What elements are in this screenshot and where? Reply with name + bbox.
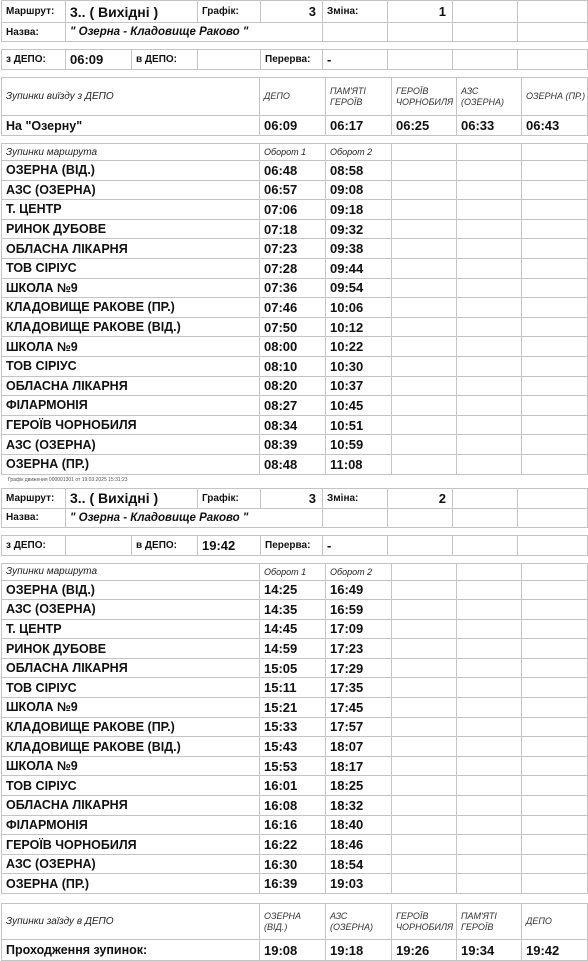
empty-cell <box>457 835 522 855</box>
name-label: Назва: <box>2 23 66 42</box>
empty-cell <box>392 815 457 835</box>
empty-cell <box>392 376 457 396</box>
empty-cell <box>392 161 457 181</box>
turn-2-time: 09:08 <box>326 180 392 200</box>
name-label: Назва: <box>2 508 66 527</box>
return-col-3: ГЕРОЇВ ЧОРНОБИЛЯ <box>392 904 457 940</box>
schedule-label: Графік: <box>198 488 261 508</box>
from-depot-label: з ДЕПО: <box>2 50 66 70</box>
stop-row <box>2 737 588 757</box>
turn-2-header: Оборот 2 <box>326 144 392 161</box>
stop-row <box>2 815 588 835</box>
return-time-5: 19:42 <box>522 940 588 961</box>
to-depot-time <box>198 50 261 70</box>
turn-2-time: 18:46 <box>326 835 392 855</box>
stop-name: КЛАДОВИЩЕ РАКОВЕ (ВІД.) <box>2 737 260 757</box>
empty-cell <box>522 756 588 776</box>
empty-cell <box>522 737 588 757</box>
turn-1-time: 08:48 <box>260 454 326 474</box>
empty-cell <box>457 239 522 259</box>
stop-row <box>2 874 588 894</box>
turn-2-header: Оборот 2 <box>326 563 392 580</box>
shift-label: Зміна: <box>323 1 388 23</box>
turn-2-time: 09:32 <box>326 219 392 239</box>
stop-row <box>2 678 588 698</box>
return-time-1: 19:08 <box>260 940 326 961</box>
break-value: - <box>323 50 388 70</box>
empty-cell <box>522 815 588 835</box>
turn-1-time: 14:35 <box>260 600 326 620</box>
turn-1-time: 15:11 <box>260 678 326 698</box>
turn-2-time: 09:18 <box>326 200 392 220</box>
empty-cell <box>522 258 588 278</box>
empty-cell <box>457 396 522 416</box>
turn-2-time: 19:03 <box>326 874 392 894</box>
turn-2-time: 17:29 <box>326 658 392 678</box>
return-row-name: Проходження зупинок: <box>2 940 260 961</box>
schedule-value: 3 <box>261 488 323 508</box>
empty-cell <box>392 356 457 376</box>
exit-col-5: ОЗЕРНА (ПР.) <box>522 78 588 116</box>
stop-name: ГЕРОЇВ ЧОРНОБИЛЯ <box>2 415 260 435</box>
turn-1-time: 06:57 <box>260 180 326 200</box>
stop-row <box>2 435 588 455</box>
stop-name: ШКОЛА №9 <box>2 698 260 718</box>
turn-2-time: 10:37 <box>326 376 392 396</box>
empty-cell <box>522 835 588 855</box>
empty-cell <box>392 258 457 278</box>
stops-header: Зупинки маршрута <box>2 144 260 161</box>
stop-name: ОЗЕРНА (ВІД.) <box>2 161 260 181</box>
turn-2-time: 10:51 <box>326 415 392 435</box>
stop-name: ШКОЛА №9 <box>2 337 260 357</box>
empty-cell <box>457 454 522 474</box>
stop-name: АЗС (ОЗЕРНА) <box>2 435 260 455</box>
turn-2-time: 18:17 <box>326 756 392 776</box>
empty-cell <box>457 796 522 816</box>
shift-2-stop-rows <box>2 580 588 894</box>
empty-cell <box>392 796 457 816</box>
empty-cell <box>457 200 522 220</box>
empty-cell <box>392 454 457 474</box>
empty-cell <box>392 717 457 737</box>
exit-time-3: 06:25 <box>392 116 457 136</box>
exit-depot-table <box>1 77 588 136</box>
exit-col-4: АЗС (ОЗЕРНА) <box>457 78 522 116</box>
turn-1-time: 08:34 <box>260 415 326 435</box>
turn-1-time: 07:28 <box>260 258 326 278</box>
empty-cell <box>457 619 522 639</box>
stop-name: ФІЛАРМОНІЯ <box>2 815 260 835</box>
shift-2-header-table <box>1 488 588 528</box>
turn-1-time: 08:27 <box>260 396 326 416</box>
empty-cell <box>392 835 457 855</box>
stop-name: РИНОК ДУБОВЕ <box>2 219 260 239</box>
route-label: Маршрут: <box>2 1 66 23</box>
stop-row <box>2 161 588 181</box>
stop-row <box>2 796 588 816</box>
empty-cell <box>522 415 588 435</box>
empty-cell <box>392 337 457 357</box>
turn-2-time: 10:45 <box>326 396 392 416</box>
stop-name: КЛАДОВИЩЕ РАКОВЕ (ВІД.) <box>2 317 260 337</box>
empty-cell <box>457 337 522 357</box>
stop-name: ОЗЕРНА (ПР.) <box>2 454 260 474</box>
turn-2-time: 09:54 <box>326 278 392 298</box>
turn-2-time: 11:08 <box>326 454 392 474</box>
empty-cell <box>522 639 588 659</box>
stop-name: ОЗЕРНА (ПР.) <box>2 874 260 894</box>
empty-cell <box>522 854 588 874</box>
stop-row <box>2 454 588 474</box>
turn-2-time: 17:45 <box>326 698 392 718</box>
schedule-value: 3 <box>261 1 323 23</box>
turn-2-time: 09:44 <box>326 258 392 278</box>
turn-1-header: Оборот 1 <box>260 563 326 580</box>
stop-row <box>2 619 588 639</box>
empty-cell <box>457 415 522 435</box>
empty-cell <box>392 776 457 796</box>
turn-1-time: 15:21 <box>260 698 326 718</box>
turn-2-time: 17:57 <box>326 717 392 737</box>
return-col-4: ПАМ'ЯТІ ГЕРОЇВ <box>457 904 522 940</box>
from-depot-time <box>66 535 132 555</box>
return-time-3: 19:26 <box>392 940 457 961</box>
turn-1-header: Оборот 1 <box>260 144 326 161</box>
return-col-5: ДЕПО <box>522 904 588 940</box>
turn-1-time: 16:30 <box>260 854 326 874</box>
stop-name: АЗС (ОЗЕРНА) <box>2 600 260 620</box>
empty-cell <box>522 219 588 239</box>
empty-cell <box>392 639 457 659</box>
empty-cell <box>457 874 522 894</box>
turn-2-time: 17:23 <box>326 639 392 659</box>
exit-time-4: 06:33 <box>457 116 522 136</box>
stop-name: Т. ЦЕНТР <box>2 200 260 220</box>
shift-2-section <box>0 488 588 961</box>
return-stops-header: Зупинки заїзду в ДЕПО <box>2 904 260 940</box>
exit-col-2: ПАМ'ЯТІ ГЕРОЇВ <box>326 78 392 116</box>
empty-cell <box>522 376 588 396</box>
from-depot-time: 06:09 <box>66 50 132 70</box>
turn-1-time: 14:45 <box>260 619 326 639</box>
turn-1-time: 08:39 <box>260 435 326 455</box>
turn-1-time: 08:20 <box>260 376 326 396</box>
exit-time-5: 06:43 <box>522 116 588 136</box>
turn-1-time: 14:59 <box>260 639 326 659</box>
turn-1-time: 16:16 <box>260 815 326 835</box>
empty-cell <box>522 454 588 474</box>
stop-row <box>2 415 588 435</box>
empty-cell <box>392 580 457 600</box>
empty-cell <box>457 678 522 698</box>
empty-cell <box>457 219 522 239</box>
turn-1-time: 15:33 <box>260 717 326 737</box>
shift-1-header-table <box>1 0 588 42</box>
turn-2-time: 18:25 <box>326 776 392 796</box>
turn-1-time: 15:53 <box>260 756 326 776</box>
turn-2-time: 09:38 <box>326 239 392 259</box>
empty-cell <box>522 278 588 298</box>
turn-1-time: 07:46 <box>260 298 326 318</box>
empty-cell <box>392 658 457 678</box>
empty-cell <box>457 658 522 678</box>
turn-1-time: 16:08 <box>260 796 326 816</box>
turn-2-time: 18:32 <box>326 796 392 816</box>
empty-cell <box>457 737 522 757</box>
stop-row <box>2 200 588 220</box>
empty-cell <box>522 580 588 600</box>
stop-name: КЛАДОВИЩЕ РАКОВЕ (ПР.) <box>2 298 260 318</box>
turn-1-time: 16:01 <box>260 776 326 796</box>
empty-cell <box>392 737 457 757</box>
route-name: " Озерна - Кладовище Раково " <box>66 23 323 42</box>
shift-1-depot-table <box>1 49 588 70</box>
empty-cell <box>392 317 457 337</box>
empty-cell <box>392 298 457 318</box>
stop-name: Т. ЦЕНТР <box>2 619 260 639</box>
empty-cell <box>457 435 522 455</box>
empty-cell <box>522 776 588 796</box>
empty-cell <box>392 854 457 874</box>
stop-row <box>2 835 588 855</box>
empty-cell <box>392 874 457 894</box>
shift-label: Зміна: <box>323 488 388 508</box>
empty-cell <box>522 874 588 894</box>
turn-2-time: 10:30 <box>326 356 392 376</box>
shift-1-stops-table <box>1 143 588 475</box>
empty-cell <box>522 796 588 816</box>
stop-row <box>2 219 588 239</box>
empty-cell <box>522 298 588 318</box>
empty-cell <box>392 180 457 200</box>
stop-name: КЛАДОВИЩЕ РАКОВЕ (ПР.) <box>2 717 260 737</box>
turn-2-time: 10:12 <box>326 317 392 337</box>
route-label: Маршрут: <box>2 488 66 508</box>
exit-stops-header: Зупинки виїзду з ДЕПО <box>2 78 260 116</box>
empty-cell <box>392 698 457 718</box>
empty-cell <box>457 376 522 396</box>
turn-2-time: 18:40 <box>326 815 392 835</box>
empty-cell <box>522 600 588 620</box>
stop-row <box>2 580 588 600</box>
empty-cell <box>457 776 522 796</box>
turn-2-time: 10:06 <box>326 298 392 318</box>
turn-1-time: 07:18 <box>260 219 326 239</box>
turn-1-time: 06:48 <box>260 161 326 181</box>
stop-row <box>2 756 588 776</box>
turn-2-time: 18:07 <box>326 737 392 757</box>
stop-name: ТОВ СІРІУС <box>2 356 260 376</box>
turn-2-time: 08:58 <box>326 161 392 181</box>
empty-cell <box>457 600 522 620</box>
stop-row <box>2 180 588 200</box>
exit-col-3: ГЕРОЇВ ЧОРНОБИЛЯ <box>392 78 457 116</box>
empty-cell <box>522 317 588 337</box>
stop-row <box>2 639 588 659</box>
empty-cell <box>457 278 522 298</box>
break-label: Перерва: <box>261 50 323 70</box>
empty-cell <box>457 258 522 278</box>
turn-1-time: 15:43 <box>260 737 326 757</box>
turn-2-time: 17:35 <box>326 678 392 698</box>
empty-cell <box>522 619 588 639</box>
empty-cell <box>392 435 457 455</box>
empty-cell <box>392 219 457 239</box>
exit-row-name: На "Озерну" <box>2 116 260 136</box>
empty-cell <box>457 580 522 600</box>
empty-cell <box>522 180 588 200</box>
exit-time-2: 06:17 <box>326 116 392 136</box>
empty-cell <box>392 678 457 698</box>
shift-value: 1 <box>388 1 453 23</box>
stop-row <box>2 317 588 337</box>
empty-cell <box>392 278 457 298</box>
exit-time-1: 06:09 <box>260 116 326 136</box>
empty-cell <box>522 678 588 698</box>
stop-row <box>2 376 588 396</box>
empty-cell <box>392 600 457 620</box>
empty-cell <box>457 756 522 776</box>
stop-name: ТОВ СІРІУС <box>2 258 260 278</box>
empty-cell <box>392 200 457 220</box>
empty-cell <box>457 639 522 659</box>
exit-col-1: ДЕПО <box>260 78 326 116</box>
stop-name: ОБЛАСНА ЛІКАРНЯ <box>2 376 260 396</box>
turn-1-time: 07:23 <box>260 239 326 259</box>
turn-1-time: 07:06 <box>260 200 326 220</box>
empty-cell <box>522 161 588 181</box>
return-time-4: 19:34 <box>457 940 522 961</box>
empty-cell <box>522 356 588 376</box>
to-depot-label: в ДЕПО: <box>132 535 198 555</box>
stop-row <box>2 776 588 796</box>
empty-cell <box>392 396 457 416</box>
empty-cell <box>457 698 522 718</box>
return-time-2: 19:18 <box>326 940 392 961</box>
stop-row <box>2 278 588 298</box>
stop-row <box>2 298 588 318</box>
to-depot-time: 19:42 <box>198 535 261 555</box>
stop-row <box>2 854 588 874</box>
empty-cell <box>522 239 588 259</box>
empty-cell <box>522 698 588 718</box>
turn-2-time: 10:22 <box>326 337 392 357</box>
stop-name: ОБЛАСНА ЛІКАРНЯ <box>2 658 260 678</box>
turn-2-time: 10:59 <box>326 435 392 455</box>
stop-row <box>2 698 588 718</box>
route-name: " Озерна - Кладовище Раково " <box>66 508 323 527</box>
stop-row <box>2 356 588 376</box>
stop-name: ФІЛАРМОНІЯ <box>2 396 260 416</box>
stop-row <box>2 600 588 620</box>
turn-1-time: 08:10 <box>260 356 326 376</box>
shift-value: 2 <box>388 488 453 508</box>
empty-cell <box>457 317 522 337</box>
shift-2-depot-table <box>1 535 588 556</box>
empty-cell <box>392 619 457 639</box>
empty-cell <box>457 854 522 874</box>
turn-2-time: 17:09 <box>326 619 392 639</box>
empty-cell <box>457 717 522 737</box>
turn-1-time: 08:00 <box>260 337 326 357</box>
empty-cell <box>392 756 457 776</box>
return-col-2: АЗС (ОЗЕРНА) <box>326 904 392 940</box>
turn-1-time: 16:39 <box>260 874 326 894</box>
empty-cell <box>392 239 457 259</box>
empty-cell <box>457 180 522 200</box>
break-label: Перерва: <box>261 535 323 555</box>
return-col-1: ОЗЕРНА (ВІД.) <box>260 904 326 940</box>
empty-cell <box>522 435 588 455</box>
route-value: 3.. ( Вихідні ) <box>66 488 198 508</box>
stop-name: ТОВ СІРІУС <box>2 678 260 698</box>
turn-1-time: 07:50 <box>260 317 326 337</box>
to-depot-label: в ДЕПО: <box>132 50 198 70</box>
turn-1-time: 14:25 <box>260 580 326 600</box>
stop-name: РИНОК ДУБОВЕ <box>2 639 260 659</box>
empty-cell <box>522 717 588 737</box>
turn-2-time: 16:49 <box>326 580 392 600</box>
stop-name: АЗС (ОЗЕРНА) <box>2 854 260 874</box>
stop-name: ТОВ СІРІУС <box>2 776 260 796</box>
schedule-label: Графік: <box>198 1 261 23</box>
stops-header: Зупинки маршрута <box>2 563 260 580</box>
stop-row <box>2 239 588 259</box>
turn-1-time: 15:05 <box>260 658 326 678</box>
empty-cell <box>392 415 457 435</box>
shift-1-stop-rows <box>2 161 588 475</box>
empty-cell <box>457 356 522 376</box>
empty-cell <box>522 337 588 357</box>
return-depot-table <box>1 903 588 961</box>
turn-1-time: 07:36 <box>260 278 326 298</box>
shift-2-stops-table <box>1 563 588 895</box>
turn-2-time: 16:59 <box>326 600 392 620</box>
stop-name: ОЗЕРНА (ВІД.) <box>2 580 260 600</box>
empty-cell <box>522 200 588 220</box>
stop-name: ШКОЛА №9 <box>2 756 260 776</box>
stop-name: АЗС (ОЗЕРНА) <box>2 180 260 200</box>
stop-row <box>2 717 588 737</box>
stop-row <box>2 658 588 678</box>
turn-1-time: 16:22 <box>260 835 326 855</box>
from-depot-label: з ДЕПО: <box>2 535 66 555</box>
empty-cell <box>522 658 588 678</box>
break-value: - <box>323 535 388 555</box>
empty-cell <box>522 396 588 416</box>
stop-row <box>2 337 588 357</box>
empty-cell <box>457 298 522 318</box>
schedule-footnote: Графік движения 000001301 от 19.03.2025 15:31:23 <box>0 475 588 485</box>
route-value: 3.. ( Вихідні ) <box>66 1 198 23</box>
stop-row <box>2 258 588 278</box>
empty-cell <box>457 161 522 181</box>
stop-row <box>2 396 588 416</box>
stop-name: ГЕРОЇВ ЧОРНОБИЛЯ <box>2 835 260 855</box>
stop-name: ОБЛАСНА ЛІКАРНЯ <box>2 796 260 816</box>
stop-name: ШКОЛА №9 <box>2 278 260 298</box>
stop-name: ОБЛАСНА ЛІКАРНЯ <box>2 239 260 259</box>
empty-cell <box>457 815 522 835</box>
turn-2-time: 18:54 <box>326 854 392 874</box>
